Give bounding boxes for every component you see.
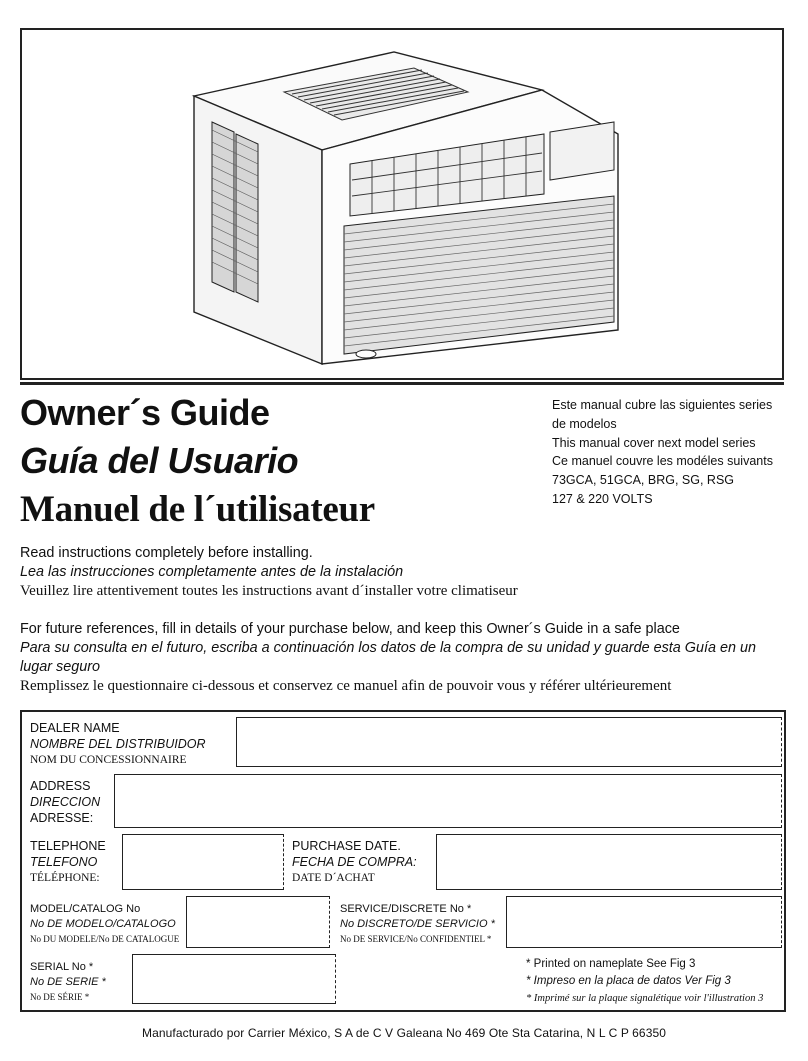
nameplate-notes bbox=[526, 956, 763, 1007]
dealer-name-field[interactable] bbox=[236, 717, 782, 767]
series-line: 127 & 220 VOLTS bbox=[552, 491, 653, 506]
purchase-details-form bbox=[20, 710, 786, 1012]
model-catalog-field[interactable] bbox=[186, 896, 330, 948]
series-line: This manual cover next model series bbox=[552, 435, 756, 450]
read-instructions-en: Read instructions completely before installing. bbox=[20, 545, 313, 561]
series-line: Ce manuel couvre les modéles suivants bbox=[552, 454, 773, 469]
read-instructions-fr: Veuillez lire attentivement toutes les instructions avant d´installer votre climatiseur bbox=[20, 583, 518, 599]
future-reference-es: Para su consulta en el futuro, escriba a continuación los datos de la compra de su unidad y guarde esta Guía en un lugar seguro bbox=[20, 640, 756, 675]
title-english: Owner´s Guide bbox=[20, 392, 270, 433]
title-french: Manuel de l´utilisateur bbox=[20, 489, 375, 530]
title-spanish: Guía del Usuario bbox=[20, 440, 299, 481]
address-field[interactable] bbox=[114, 774, 782, 828]
future-reference bbox=[20, 620, 790, 696]
read-instructions bbox=[20, 544, 790, 601]
series-line: 73GCA, 51GCA, BRG, SG, RSG bbox=[552, 473, 735, 488]
model-series-info bbox=[552, 396, 792, 509]
note-line: * Printed on nameplate See Fig 3 bbox=[526, 958, 696, 970]
dealer-label: DEALER NAME NOMBRE DEL DISTRIBUIDOR NOM DU CONCESSIONNAIRE bbox=[30, 721, 206, 766]
product-illustration-frame bbox=[20, 28, 784, 380]
address-label: ADDRESS DIRECCION ADRESSE: bbox=[30, 779, 101, 825]
note-line: * Impreso en la placa de datos Ver Fig 3 bbox=[526, 975, 731, 987]
service-discrete-field[interactable] bbox=[506, 896, 782, 948]
note-line: * Imprimé sur la plaque signalétique voir l'illustration 3 bbox=[526, 993, 764, 1004]
divider-rule bbox=[20, 382, 784, 385]
future-reference-en: For future references, fill in details of your purchase below, and keep this Owner´s Guide in a safe place bbox=[20, 621, 680, 637]
air-conditioner-illustration bbox=[22, 30, 786, 382]
model-catalog-label: MODEL/CATALOG No No DE MODELO/CATALOGO No DU MODELE/No DE CATALOGUE bbox=[30, 903, 180, 944]
future-reference-fr: Remplissez le questionnaire ci-dessous et conservez ce manuel afin de pouvoir vous y référer ultérieurement bbox=[20, 678, 672, 694]
purchase-date-field[interactable] bbox=[436, 834, 782, 890]
serial-label: SERIAL No * No DE SERIE * No DE SÉRIE * bbox=[30, 961, 106, 1002]
telephone-field[interactable] bbox=[122, 834, 284, 890]
manufacturer-footer: Manufacturado por Carrier México, S A de C V Galeana No 469 Ote Sta Catarina, N L C P 66350 bbox=[141, 1026, 667, 1040]
telephone-label: TELEPHONE TELEFONO TÉLÉPHONE: bbox=[30, 839, 106, 884]
series-line: de modelos bbox=[552, 416, 617, 431]
read-instructions-es: Lea las instrucciones completamente antes de la instalación bbox=[20, 564, 404, 580]
purchase-date-label: PURCHASE DATE. FECHA DE COMPRA: DATE D´ACHAT bbox=[292, 839, 417, 884]
series-line: Este manual cubre las siguientes series bbox=[552, 398, 773, 412]
serial-field[interactable] bbox=[132, 954, 336, 1004]
service-discrete-label: SERVICE/DISCRETE No * No DISCRETO/DE SERVICIO * No DE SERVICE/No CONFIDENTIEL * bbox=[340, 903, 495, 944]
